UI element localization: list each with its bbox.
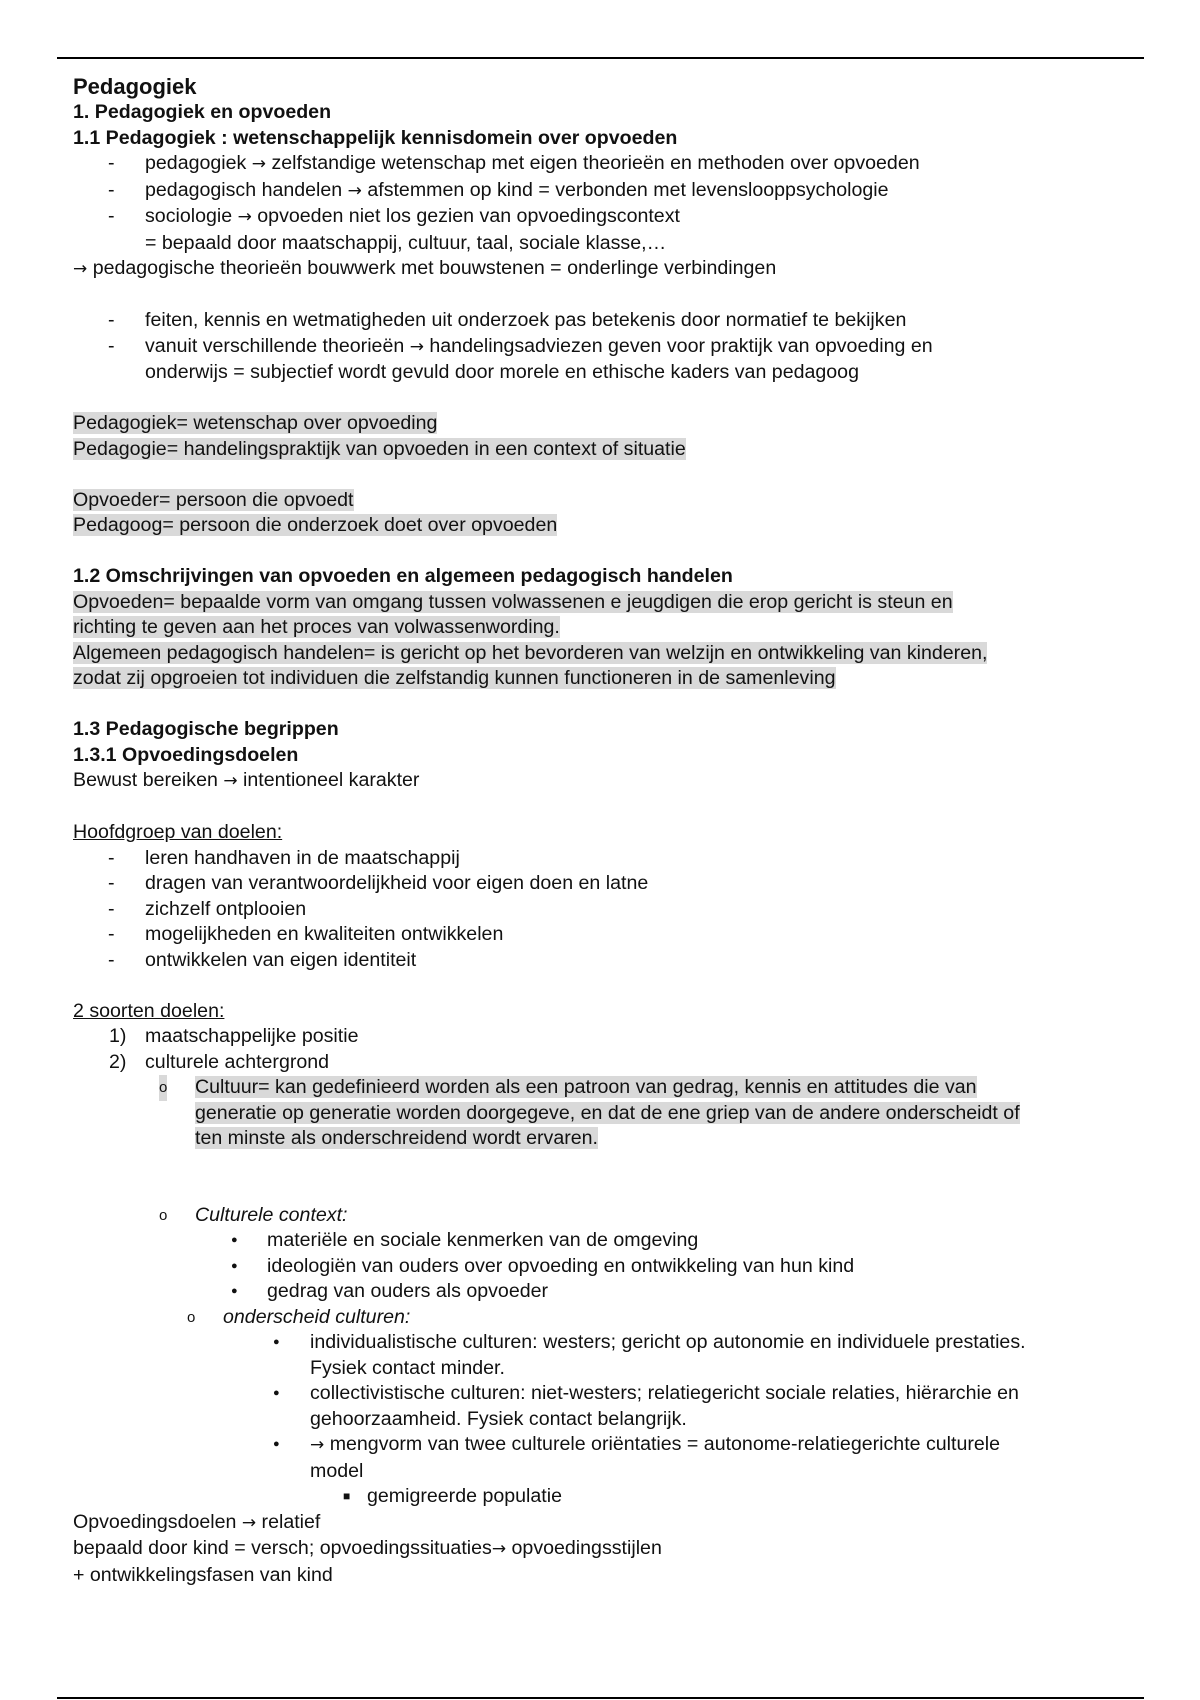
arrow-icon: → — [73, 259, 88, 279]
heading-1-3: 1.3 Pedagogische begrippen — [73, 718, 339, 740]
bullet-item: ● materiële en sociale kenmerken van de omgeving — [73, 1228, 1143, 1254]
arrow-icon: → — [223, 771, 238, 791]
bullet-icon: ● — [273, 1438, 280, 1450]
heading-1-3-1: 1.3.1 Opvoedingsdoelen — [73, 743, 299, 766]
heading-1: 1. Pedagogiek en opvoeden — [73, 101, 332, 123]
list-item: - pedagogiek → zelfstandige wetenschap met eigen theorieën en methoden over opvoeden — [73, 151, 1143, 178]
arrow-icon: → — [251, 154, 267, 174]
bullet-item: ● individualistische culturen: westers; gericht op autonomie en individuele prestaties. Fysiek contact minder. — [273, 1331, 1026, 1379]
list-item: - pedagogisch handelen → afstemmen op kind = verbonden met levenslooppsychologie — [73, 178, 1143, 205]
arrow-icon: → — [491, 1539, 507, 1559]
bullet-item: ● collectivistische culturen: niet-westers; relatiegericht sociale relaties, hiërarchie en gehoorzaamheid. Fysiek contact belangrijk. — [273, 1382, 1019, 1430]
top-rule — [57, 57, 1144, 59]
list-label: 2 soorten doelen: — [73, 999, 225, 1022]
bullet-icon: ● — [231, 1285, 238, 1297]
list-label: Hoofdgroep van doelen: — [73, 821, 283, 843]
heading-1-1: 1.1 Pedagogiek : wetenschappelijk kennisdomein over opvoeden — [73, 126, 678, 149]
list-item: - dragen van verantwoordelijkheid voor eigen doen en latne — [73, 871, 1143, 897]
circle-bullet-icon: o — [159, 1075, 167, 1101]
arrow-icon: → — [237, 207, 252, 227]
list-item: - mogelijkheden en kwaliteiten ontwikkelen — [73, 922, 1143, 948]
list-item-continuation: = bepaald door maatschappij, cultuur, taal, sociale klasse,… — [145, 231, 667, 254]
document-page — [73, 73, 1143, 1588]
arrow-icon: → — [347, 180, 362, 201]
definition-line: Opvoeder= persoon die opvoedt — [73, 488, 354, 511]
definition-line: Pedagoog= persoon die onderzoek doet over opvoeden — [73, 514, 558, 536]
list-item: - leren handhaven in de maatschappij — [73, 846, 1143, 872]
arrow-line: → pedagogische theorieën bouwwerk met bouwstenen = onderlinge verbindingen — [73, 257, 777, 279]
list-item: - sociologie → opvoeden niet los gezien van opvoedingscontext — [73, 204, 1143, 231]
bottom-rule — [57, 1697, 1144, 1699]
definition-line: richting te geven aan het proces van volwassenwording. — [73, 616, 560, 638]
definition-line: Algemeen pedagogisch handelen= is gericht op het bevorderen van welzijn en ontwikkeling van kinderen, — [73, 641, 988, 664]
bullet-icon: ● — [273, 1387, 280, 1399]
arrow-line: Bewust bereiken → intentioneel karakter — [73, 769, 420, 791]
list-item-continuation: onderwijs = subjectief wordt gevuld door morele en ethische kaders van pedagoog — [145, 361, 859, 383]
definition-line: zodat zij opgroeien tot individuen die zelfstandig kunnen functioneren in de samenleving — [73, 667, 836, 689]
bullet-item: ● → mengvorm van twee culturele oriëntaties = autonome-relatiegerichte culturele model — [273, 1433, 1001, 1482]
text-line: + ontwikkelingsfasen van kind — [73, 1563, 333, 1586]
arrow-line: Opvoedingsdoelen → relatief — [73, 1510, 321, 1533]
list-item: - feiten, kennis en wetmatigheden uit onderzoek pas betekenis door normatief te bekijken — [73, 308, 1143, 334]
circle-item-culturele-context: o Culturele context: — [73, 1203, 1143, 1229]
list-item: - vanuit verschillende theorieën → handelingsadviezen geven voor praktijk van opvoeding en — [73, 334, 1143, 361]
square-bullet-icon: ■ — [343, 1489, 351, 1503]
document-title: Pedagogiek — [73, 74, 197, 99]
circle-bullet-icon: o — [187, 1308, 196, 1326]
circle-item-onderscheid: o onderscheid culturen: — [73, 1305, 1143, 1331]
list-item: - zichzelf ontplooien — [73, 897, 1143, 923]
bullet-item: ● gedrag van ouders als opvoeder — [73, 1279, 1143, 1305]
bullet-icon: ● — [231, 1234, 238, 1246]
definition-line: Opvoeden= bepaalde vorm van omgang tussen volwassenen e jeugdigen die erop gericht is steun en — [73, 590, 953, 613]
bullet-icon: ● — [273, 1336, 280, 1348]
arrow-icon: → — [241, 1512, 257, 1533]
definition-line: Pedagogiek= wetenschap over opvoeding — [73, 412, 438, 434]
arrow-icon: → — [310, 1435, 325, 1455]
bullet-icon: ● — [231, 1259, 238, 1272]
arrow-line: bepaald door kind = versch; opvoedingssituaties→ opvoedingsstijlen — [73, 1537, 662, 1559]
definition-line: Pedagogie= handelingspraktijk van opvoeden in een context of situatie — [73, 437, 686, 460]
square-bullet-item: ■ gemigreerde populatie — [73, 1484, 1143, 1510]
arrow-icon: → — [409, 336, 424, 357]
heading-1-2: 1.2 Omschrijvingen van opvoeden en algemeen pedagogisch handelen — [73, 565, 733, 587]
numbered-item: 1) maatschappelijke positie — [109, 1025, 359, 1047]
circle-item-cultuur: o Cultuur= kan gedefinieerd worden als een patroon van gedrag, kennis en attitudes die van generatie op generatie worden doorgegeve, en dat de ene griep van de andere onderscheidt of ten minste als onderschreidend wordt ervaren. — [159, 1076, 1020, 1149]
bullet-item: ● ideologiën van ouders over opvoeding en ontwikkeling van hun kind — [73, 1254, 1143, 1280]
list-item: - ontwikkelen van eigen identiteit — [73, 948, 1143, 974]
circle-bullet-icon: o — [159, 1206, 168, 1224]
numbered-item: 2) culturele achtergrond — [109, 1050, 330, 1073]
